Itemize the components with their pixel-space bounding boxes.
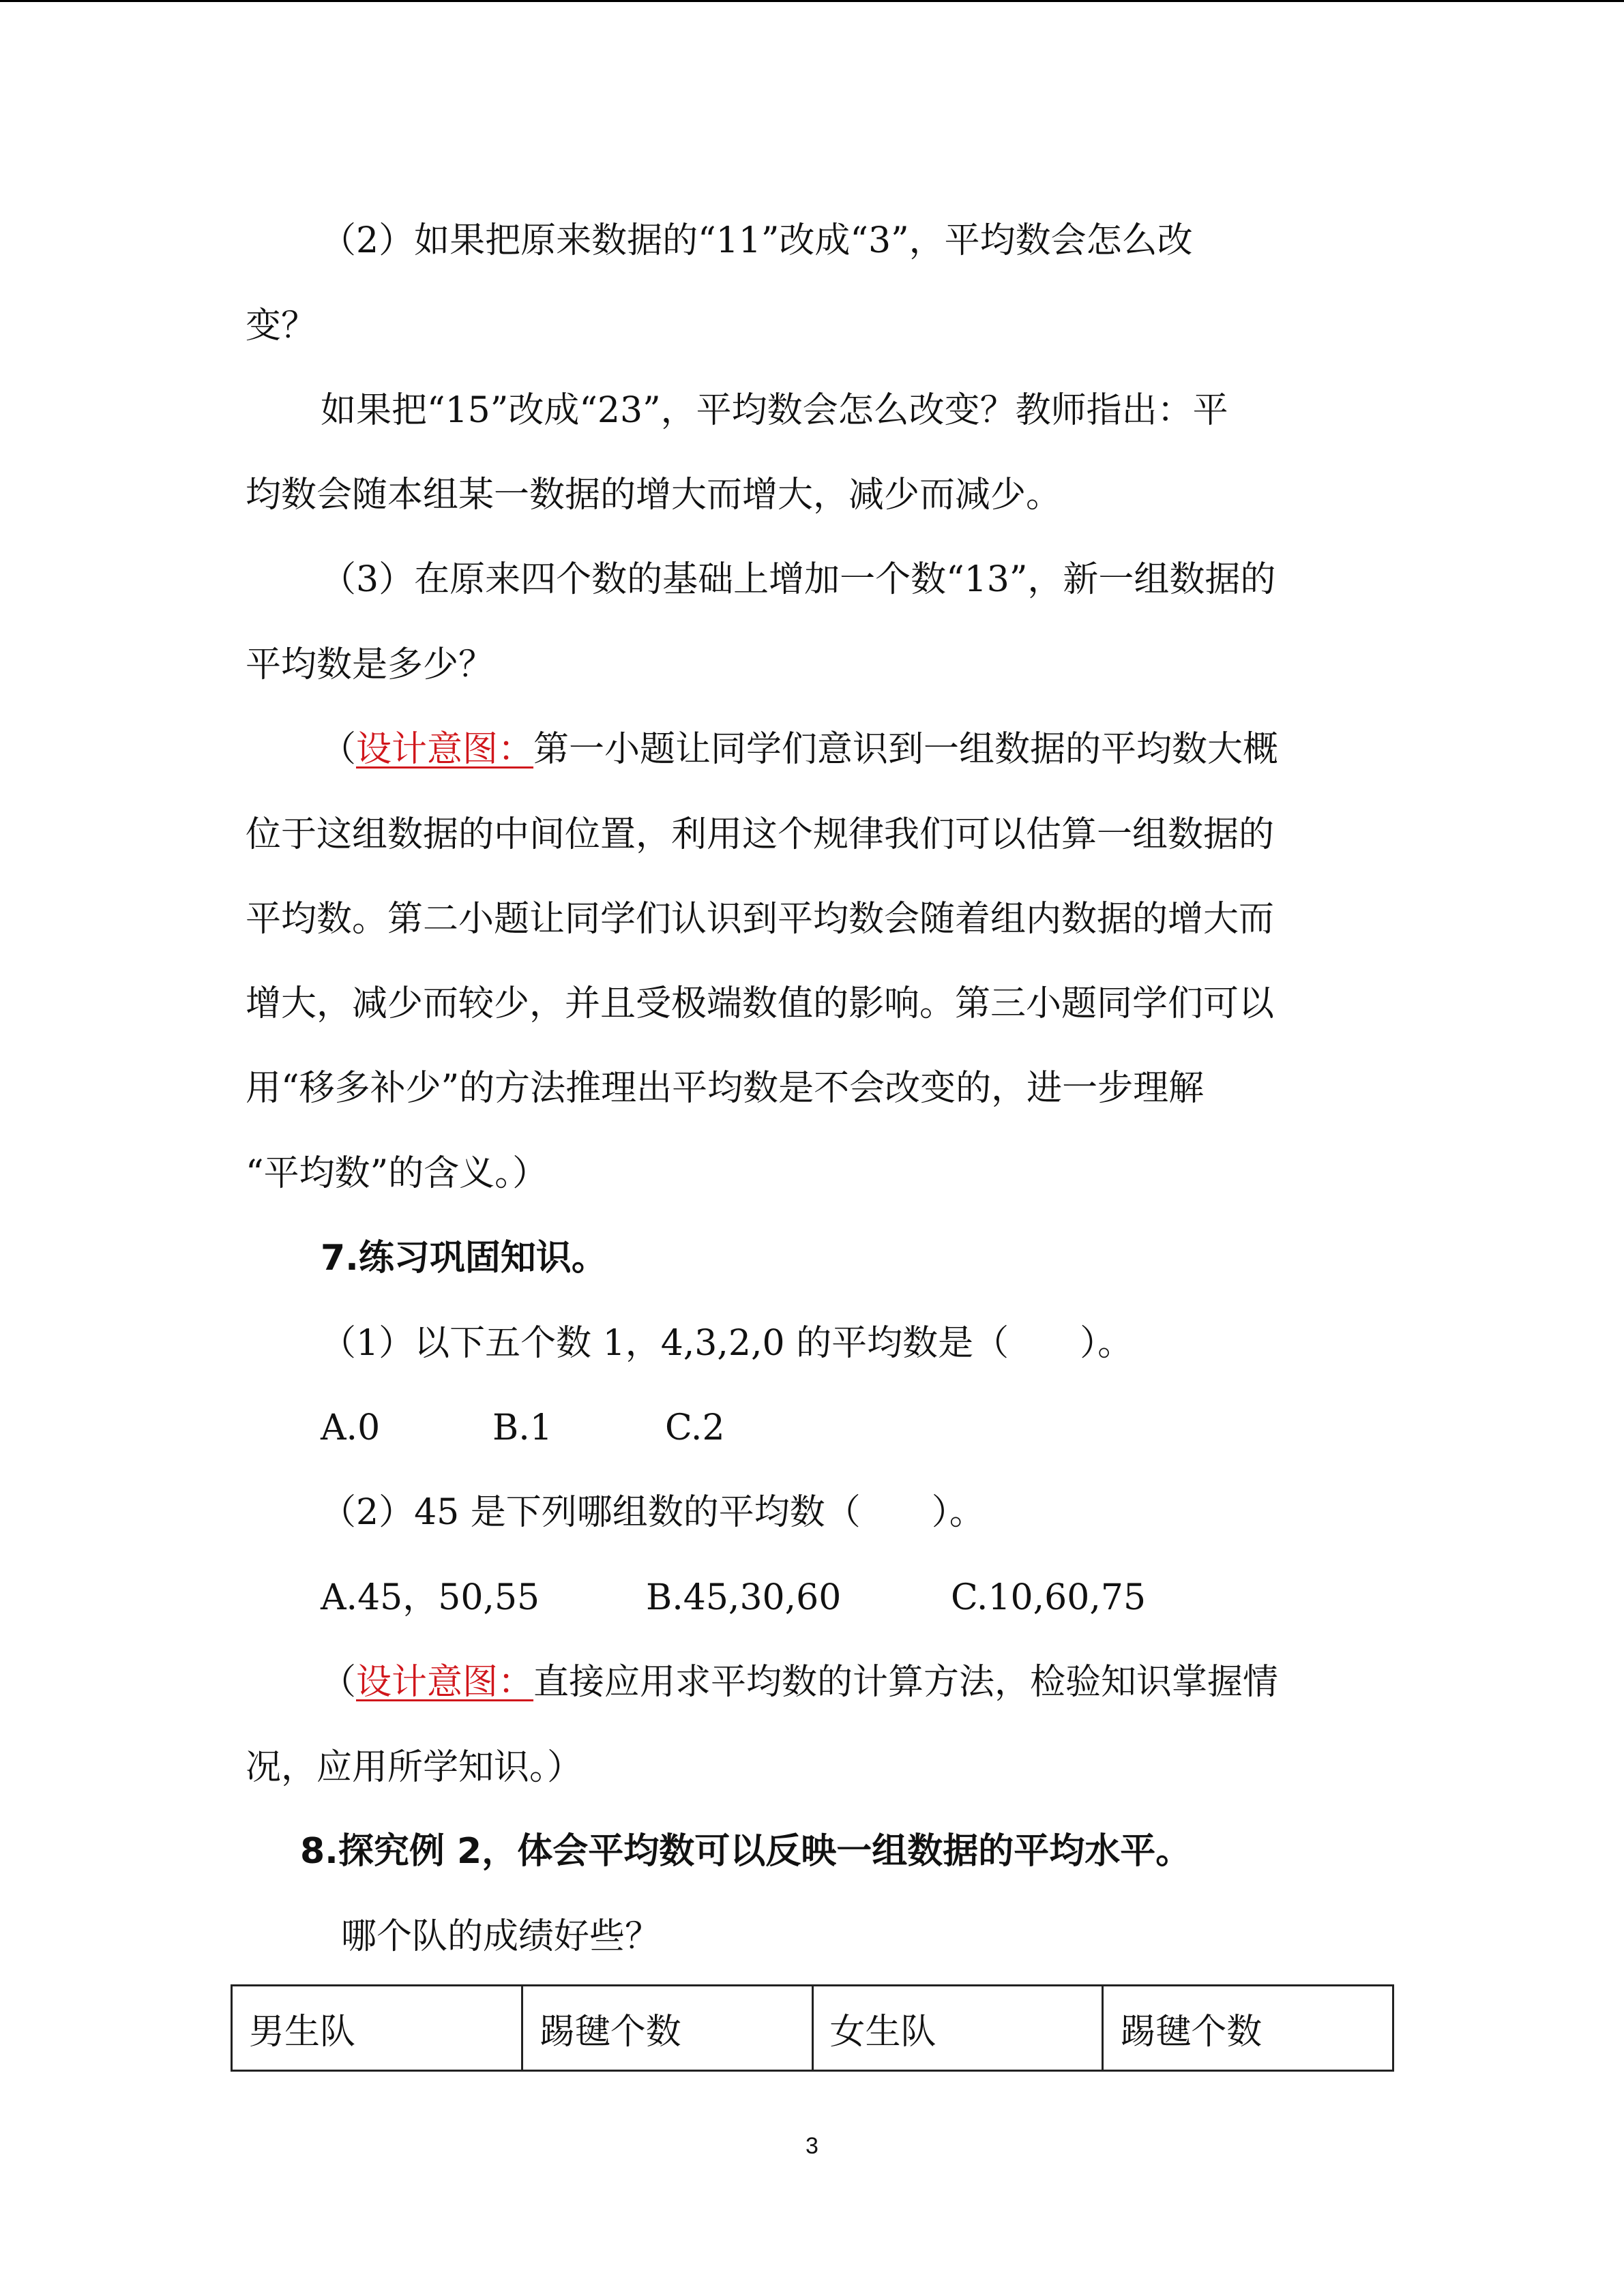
design-note-1-line-6: “平均数”的含义。） [246,1153,548,1194]
top-rule [0,0,1624,2]
design-note-2-text: 直接应用求平均数的计算方法，检验知识掌握情 [533,1662,1279,1703]
design-note-1-line-3: 平均数。第二小题让同学们认识到平均数会随着组内数据的增大而 [246,899,1275,940]
table-header-boys-count: 踢毽个数 [522,1986,812,2071]
q3-line-2: 平均数是多少？ [246,644,494,685]
exercise-1-options [321,1404,1003,1452]
q2-line-1: （2）如果把原来数据的“11”改成“3”，平均数会怎么改 [321,220,1193,261]
design-note-1-line-5: 用“移多补少”的方法推理出平均数是不会改变的，进一步理解 [246,1068,1205,1109]
design-note-2-open: （ [321,1662,357,1703]
exercise-2-question: （2）45 是下列哪组数的平均数（ ）。 [321,1492,985,1533]
exercise-2-options [321,1574,1275,1622]
exercise-1-option-c: C.2 [665,1407,725,1448]
section-8-heading: 8.探究例 2，体会平均数可以反映一组数据的平均水平。 [300,1831,1192,1872]
exercise-1-question: （1）以下五个数 1，4,3,2,0 的平均数是（ ）。 [321,1323,1134,1364]
q2b-line-2: 均数会随本组某一数据的增大而增大，减少而减少。 [246,475,1062,516]
q2b-line-1: 如果把“15”改成“23”，平均数会怎么改变？教师指出：平 [321,390,1228,431]
design-note-2-line-1 [321,1658,1278,1706]
table-header-girls-count: 踢毽个数 [1103,1986,1393,2071]
score-table [231,1984,1394,2072]
page-number: 3 [806,2133,818,2159]
exercise-2-option-b: B.45,30,60 [646,1577,842,1618]
table-header-girls-team: 女生队 [812,1986,1103,2071]
section-8-question: 哪个队的成绩好些？ [341,1916,661,1957]
exercise-1-option-b: B.1 [492,1407,552,1448]
design-note-1-label: 设计意图： [356,729,534,770]
design-note-1-text: 第一小题让同学们意识到一组数据的平均数大概 [533,729,1279,770]
design-note-1-line-4: 增大，减少而较少，并且受极端数值的影响。第三小题同学们可以 [246,983,1275,1024]
exercise-1-option-a: A.0 [321,1407,381,1448]
q3-line-1: （3）在原来四个数的基础上增加一个数“13”，新一组数据的 [321,559,1276,600]
design-note-1-line-2: 位于这组数据的中间位置，利用这个规律我们可以估算一组数据的 [246,814,1275,855]
design-note-1-open: （ [321,729,357,770]
table-header-boys-team: 男生队 [232,1986,522,2071]
design-note-2-line-2: 况，应用所学知识。） [246,1747,583,1788]
design-note-1-line-1 [321,726,1278,773]
q2-line-2: 变？ [246,305,317,346]
section-7-heading: 7.练习巩固知识。 [321,1238,607,1279]
design-note-2-label: 设计意图： [356,1662,534,1703]
table-header-row [232,1986,1393,2071]
exercise-2-option-a: A.45，50,55 [321,1577,540,1618]
exercise-2-option-c: C.10,60,75 [951,1577,1147,1618]
